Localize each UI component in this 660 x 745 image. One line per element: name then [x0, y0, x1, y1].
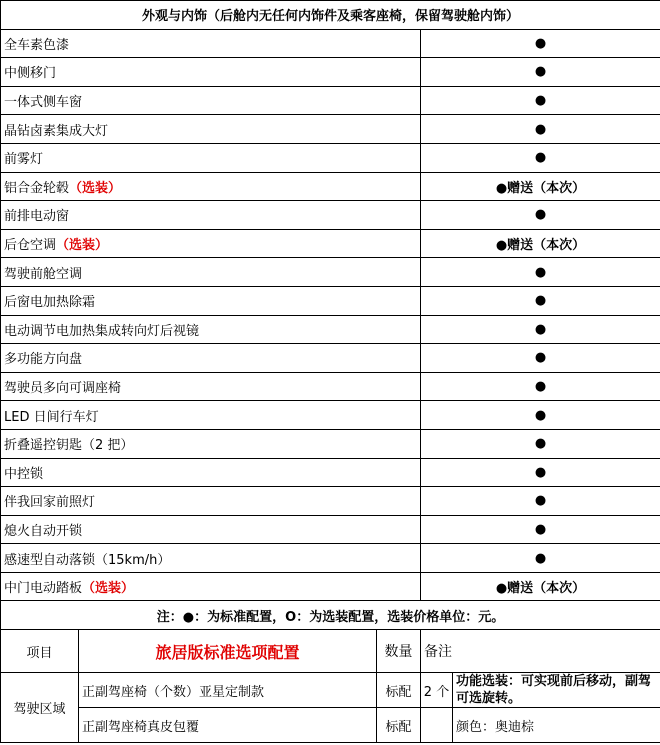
- feature-value: ●赠送（本次）: [421, 172, 660, 201]
- option-qty: [421, 708, 453, 743]
- option-remark: 功能选装：可实现前后移动，副驾可选旋转。: [453, 673, 660, 708]
- feature-name: 中门电动踏板（选装）: [1, 572, 421, 601]
- feature-name: 后窗电加热除霜: [1, 286, 421, 315]
- table-row: [1, 86, 660, 115]
- feature-value: ●: [421, 344, 660, 373]
- feature-name: 中控锁: [1, 458, 421, 487]
- feature-name: 后仓空调（选装）: [1, 229, 421, 258]
- feature-name: LED 日间行车灯: [1, 401, 421, 430]
- title-row: [1, 1, 660, 30]
- table-row: [1, 673, 660, 708]
- table-row: [1, 229, 660, 258]
- table-row: [1, 286, 660, 315]
- feature-value: ●: [421, 429, 660, 458]
- feature-value: ●: [421, 29, 660, 58]
- feature-value: ●: [421, 86, 660, 115]
- option-tag: 标配: [377, 673, 421, 708]
- header-item: 项目: [1, 630, 79, 673]
- feature-name: 一体式侧车窗: [1, 86, 421, 115]
- table-row: [1, 458, 660, 487]
- feature-value: ●: [421, 458, 660, 487]
- feature-name: 多功能方向盘: [1, 344, 421, 373]
- table-row: [1, 572, 660, 601]
- option-tag: 标配: [377, 708, 421, 743]
- table-row: [1, 115, 660, 144]
- feature-value: ●赠送（本次）: [421, 572, 660, 601]
- feature-name: 铝合金轮毂（选装）: [1, 172, 421, 201]
- feature-value: ●: [421, 115, 660, 144]
- feature-value: ●: [421, 487, 660, 516]
- table-row: [1, 201, 660, 230]
- legend-note: 注：●：为标准配置，O：为选装配置，选装价格单位：元。: [1, 601, 660, 630]
- feature-value: ●: [421, 372, 660, 401]
- area-label: 驾驶区域: [1, 673, 79, 743]
- table-row: [1, 344, 660, 373]
- table-row: [1, 143, 660, 172]
- table-row: [1, 544, 660, 573]
- header-title: 旅居版标准选项配置: [79, 630, 377, 673]
- table-row: [1, 708, 660, 743]
- options-table: [0, 629, 660, 743]
- option-desc: 正副驾座椅（个数）亚星定制款: [79, 673, 377, 708]
- option-remark: 颜色：奥迪棕: [453, 708, 660, 743]
- table-row: [1, 515, 660, 544]
- feature-name: 前排电动窗: [1, 201, 421, 230]
- optional-tag: （选装）: [56, 238, 109, 254]
- feature-name: 晶钻卤素集成大灯: [1, 115, 421, 144]
- header-qty: 数量: [377, 630, 421, 673]
- feature-value: ●: [421, 401, 660, 430]
- feature-name: 熄火自动开锁: [1, 515, 421, 544]
- feature-name: 感速型自动落锁（15km/h）: [1, 544, 421, 573]
- feature-value: ●: [421, 515, 660, 544]
- optional-tag: （选装）: [69, 180, 122, 196]
- feature-value: ●: [421, 544, 660, 573]
- option-qty: 2 个: [421, 673, 453, 708]
- feature-value: ●赠送（本次）: [421, 229, 660, 258]
- table-row: [1, 487, 660, 516]
- table-row: [1, 429, 660, 458]
- table-row: [1, 401, 660, 430]
- feature-name: 折叠遥控钥匙（2 把）: [1, 429, 421, 458]
- optional-tag: （选装）: [82, 581, 135, 597]
- table-row: [1, 58, 660, 87]
- header-remark: 备注: [421, 630, 660, 673]
- feature-name: 伴我回家前照灯: [1, 487, 421, 516]
- feature-value: ●: [421, 143, 660, 172]
- options-header-row: [1, 630, 660, 673]
- feature-value: ●: [421, 258, 660, 287]
- feature-value: ●: [421, 201, 660, 230]
- feature-name: 全车素色漆: [1, 29, 421, 58]
- table-row: [1, 258, 660, 287]
- table-row: [1, 29, 660, 58]
- feature-name: 驾驶员多向可调座椅: [1, 372, 421, 401]
- feature-value: ●: [421, 58, 660, 87]
- feature-name: 中侧移门: [1, 58, 421, 87]
- option-desc: 正副驾座椅真皮包覆: [79, 708, 377, 743]
- note-row: [1, 601, 660, 630]
- feature-value: ●: [421, 286, 660, 315]
- feature-name: 电动调节电加热集成转向灯后视镜: [1, 315, 421, 344]
- table-row: [1, 315, 660, 344]
- table-row: [1, 372, 660, 401]
- feature-name: 驾驶前舱空调: [1, 258, 421, 287]
- section-title: 外观与内饰（后舱内无任何内饰件及乘客座椅，保留驾驶舱内饰）: [1, 1, 660, 30]
- feature-value: ●: [421, 315, 660, 344]
- feature-name: 前雾灯: [1, 143, 421, 172]
- table-row: [1, 172, 660, 201]
